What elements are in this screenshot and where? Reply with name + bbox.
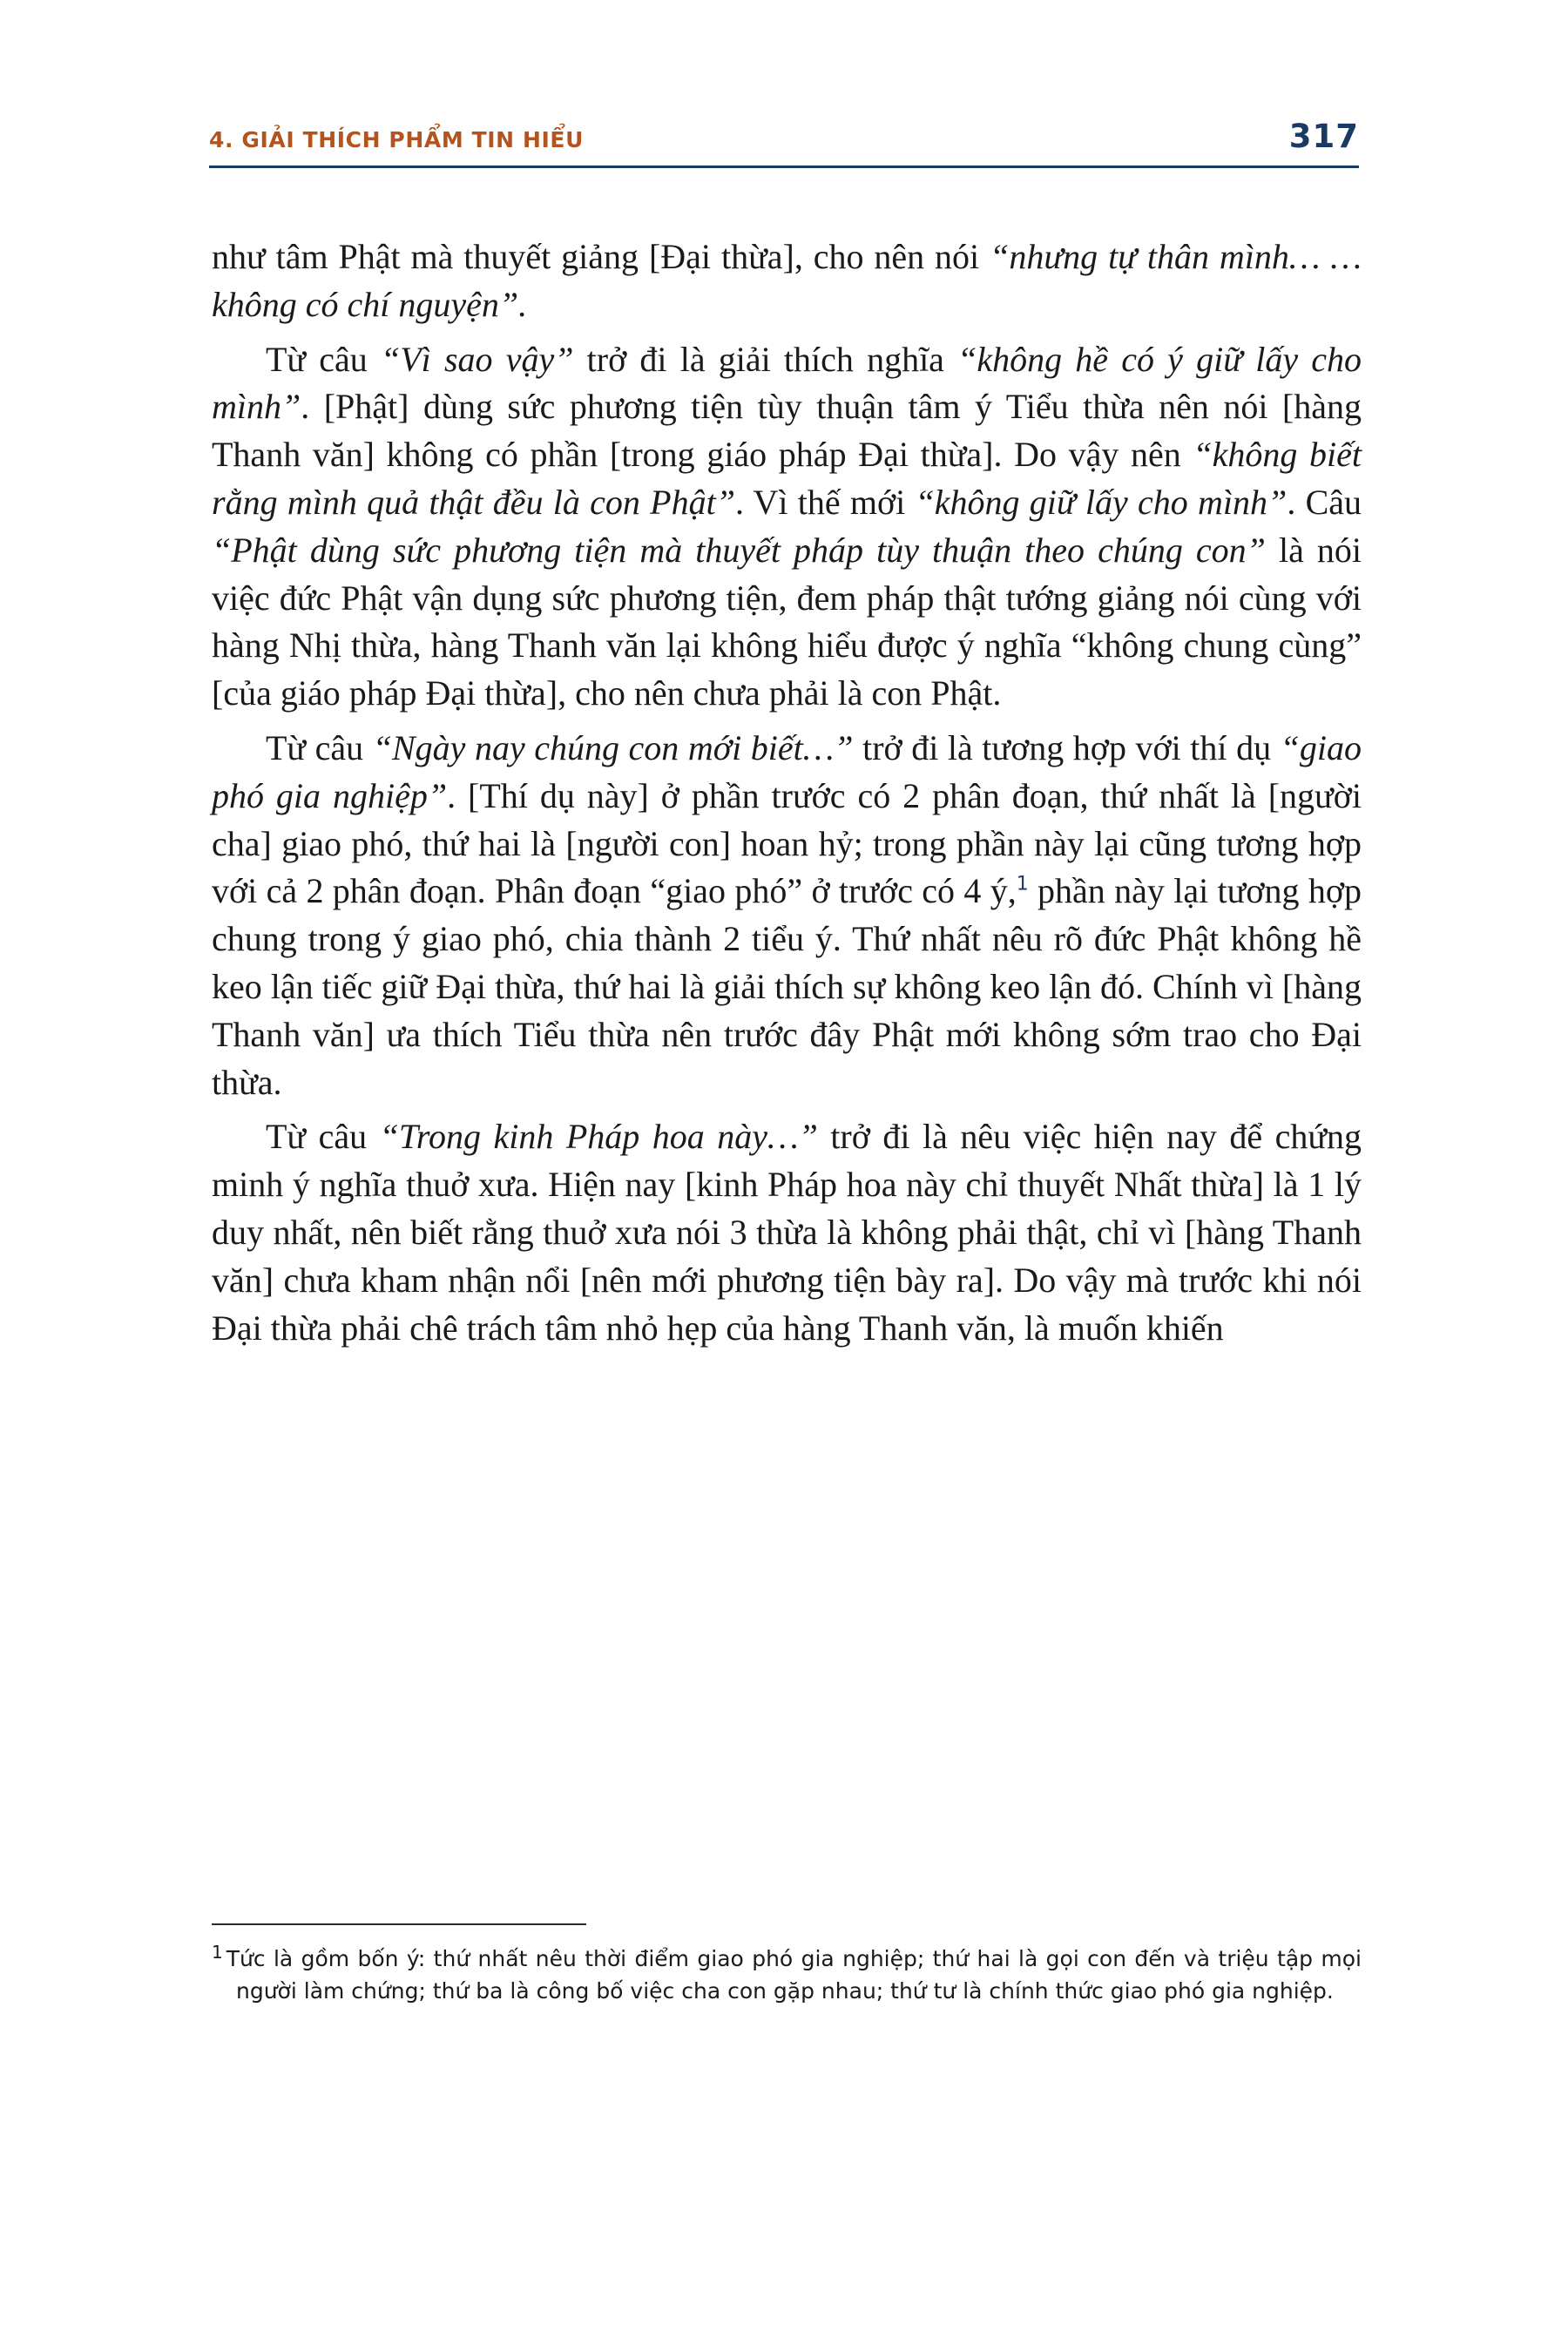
text-run: . [Phật] dùng sức phương tiện tùy thuận tâm ý Tiểu thừa nên nói [hàng Thanh văn] không có phần [trong giáo pháp Đại thừa]. Do vậy nên [212,387,1362,475]
text-run: Từ câu [266,1117,380,1157]
text-run: như tâm Phật mà thuyết giảng [Đại thừa], cho nên nói [212,237,990,276]
body-text [212,233,1362,1359]
text-run: trở đi là tương hợp với thí dụ [853,727,1281,767]
paragraph [212,233,1362,329]
running-head [209,118,1359,155]
quoted-phrase: “nhưng tự thân mình… …không có chí nguyện”. [212,237,1362,324]
footnote-marker: 1 [212,1941,223,1963]
text-run: là nói việc đức Phật vận dụng sức phương tiện, đem pháp thật tướng giảng nói cùng với hàng Nhị thừa, hàng Thanh văn lại không hiểu được ý nghĩa “không chung cùng” [của giáo pháp Đại thừa], cho nên chưa phải là con Phật. [212,530,1362,713]
page-number: 317 [1288,118,1359,155]
quoted-phrase: “Trong kinh Pháp hoa này…” [379,1117,818,1157]
quoted-phrase: “giao phó gia nghiệp” [212,727,1362,815]
text-run: . Vì thế mới [734,482,916,522]
quoted-phrase: “Ngày nay chúng con mới biết…” [372,727,854,767]
footnote-body [212,1943,1362,2007]
text-run: phần này lại tương hợp chung trong ý giao phó, chia thành 2 tiểu ý. Thứ nhất nêu rõ đức Phật không hề keo lận tiếc giữ Đại thừa, thứ hai là giải thích sự không keo lận đó. Chính vì [hàng Thanh văn] ưa thích Tiểu thừa nên trước đây Phật mới không sớm trao cho Đại thừa. [212,871,1362,1102]
text-run: trở đi là giải thích nghĩa [573,339,958,379]
quoted-phrase: “không hề có ý giữ lấy cho mình” [212,339,1362,427]
text-run: . Câu [1287,482,1362,522]
paragraph [212,336,1362,718]
quoted-phrase: “Phật dùng sức phương tiện mà thuyết pháp tùy thuận theo chúng con” [212,530,1266,570]
footnote-divider [212,1923,586,1925]
text-run: Từ câu [266,727,373,767]
paragraph [212,725,1362,1106]
text-run: trở đi là nêu việc hiện nay để chứng minh ý nghĩa thuở xưa. Hiện nay [kinh Pháp hoa này chỉ thuyết Nhất thừa] là 1 lý duy nhất, nên biết rằng thuở xưa nói 3 thừa là không phải thật, chỉ vì [hàng Thanh văn] chưa kham nhận nổi [nên mới phương tiện bày ra]. Do vậy mà trước khi nói Đại thừa phải chê trách tâm nhỏ hẹp của hàng Thanh văn, là muốn khiến [212,1117,1362,1348]
quoted-phrase: “không biết rằng mình quả thật đều là con Phật” [212,435,1362,522]
paragraph [212,1113,1362,1352]
text-run: . [Thí dụ này] ở phần trước có 2 phân đoạn, thứ nhất là [người cha] giao phó, thứ hai là [người con] hoan hỷ; trong phần này lại cũng tương hợp với cả 2 phân đoạn. Phân đoạn “giao phó” ở trước có 4 ý, [212,775,1362,911]
header-divider [209,166,1359,168]
footnote-text: Tức là gồm bốn ý: thứ nhất nêu thời điểm giao phó gia nghiệp; thứ hai là gọi con đến và triệu tập mọi người làm chứng; thứ ba là công bố việc cha con gặp nhau; thứ tư là chính thức giao phó gia nghiệp. [226,1946,1362,2004]
footnote [212,1943,1362,2007]
quoted-phrase: “không giữ lấy cho mình” [915,482,1288,522]
footnote-reference[interactable]: 1 [1016,874,1029,896]
running-head-title: 4. GIẢI THÍCH PHẨM TIN HIỂU [209,127,584,152]
quoted-phrase: “Vì sao vậy” [380,339,574,379]
text-run: Từ câu [266,339,381,379]
